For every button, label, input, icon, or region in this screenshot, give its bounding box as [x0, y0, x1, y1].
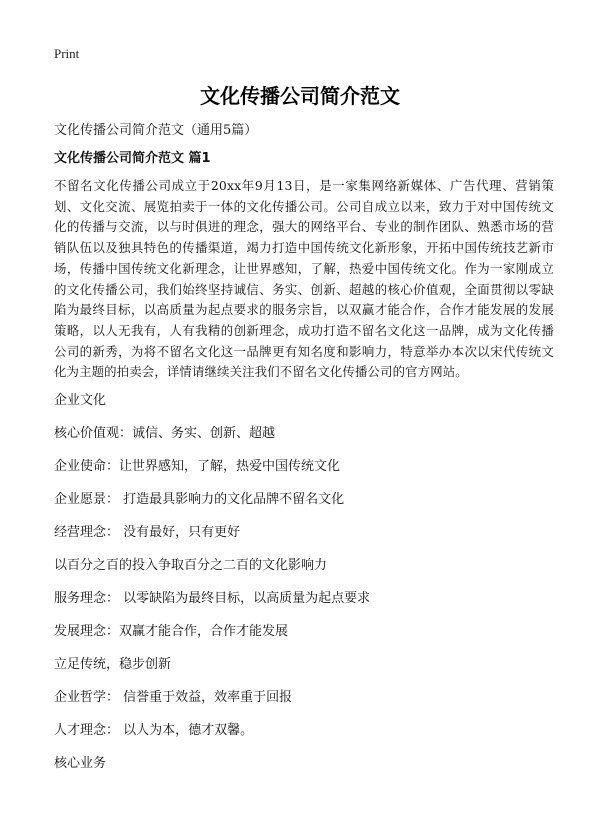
- core-values-line: 核心价值观：诚信、务实、创新、超越: [54, 426, 276, 442]
- vision-line: 企业愿景： 打造最具影响力的文化品牌不留名文化: [54, 492, 345, 508]
- tradition-innovation-line: 立足传统，稳步创新: [54, 657, 172, 673]
- development-philosophy-line: 发展理念：双赢才能合作，合作才能发展: [54, 624, 289, 640]
- document-body: [54, 121, 554, 787]
- page-title: 文化传播公司简介范文: [200, 84, 400, 108]
- corporate-philosophy-line: 企业哲学： 信誉重于效益，效率重于回报: [54, 690, 293, 706]
- service-philosophy-line: 服务理念： 以零缺陷为最终目标，以高质量为起点要求: [54, 591, 371, 607]
- heading-corporate-culture: 企业文化: [54, 393, 107, 409]
- intro-paragraph: 不留名文化传播公司成立于20xx年9月13日，是一家集网络新媒体、广告代理、营销策划、文化交流、展览拍卖于一体的文化传播公司。公司自成立以来，致力于对中国传统文化的传播与交流，以与时俱进的理念，强大的网络平台、专业的制作团队、熟悉市场的营销队伍以及独具特色的传播渠道，竭力打造中国传统文化新形象，开拓中国传统技艺新市场，传播中国传统文化新理念，让世界感知，了解，热爱中国传统文化。作为一家刚成立的文化传播公司，我们始终坚持诚信、务实、创新、超越的核心价值观，全面贯彻以零缺陷为最终目标，以高质量为起点要求的服务宗旨，以双赢才能合作，合作才能发展的发展策略，以人无我有，人有我精的创新理念，成功打造不留名文化这一品牌，成为文化传播公司的新秀，为将不留名文化这一品牌更有知名度和影响力，特意举办本次以宋代传统文化为主题的拍卖会，详情请继续关注我们不留名文化传播公司的官方网站。: [54, 178, 554, 380]
- heading-core-business: 核心业务: [54, 756, 107, 772]
- document-subtitle: 文化传播公司简介范文（通用5篇）: [54, 123, 258, 138]
- print-link[interactable]: Print: [54, 46, 80, 61]
- business-philosophy-line: 经营理念： 没有最好，只有更好: [54, 525, 241, 541]
- mission-line: 企业使命：让世界感知，了解，热爱中国传统文化: [54, 459, 341, 475]
- section-heading: 文化传播公司简介范文 篇1: [54, 151, 211, 166]
- talent-philosophy-line: 人才理念： 以人为本，德才双馨。: [54, 723, 254, 739]
- investment-line: 以百分之百的投入争取百分之二百的文化影响力: [54, 558, 328, 574]
